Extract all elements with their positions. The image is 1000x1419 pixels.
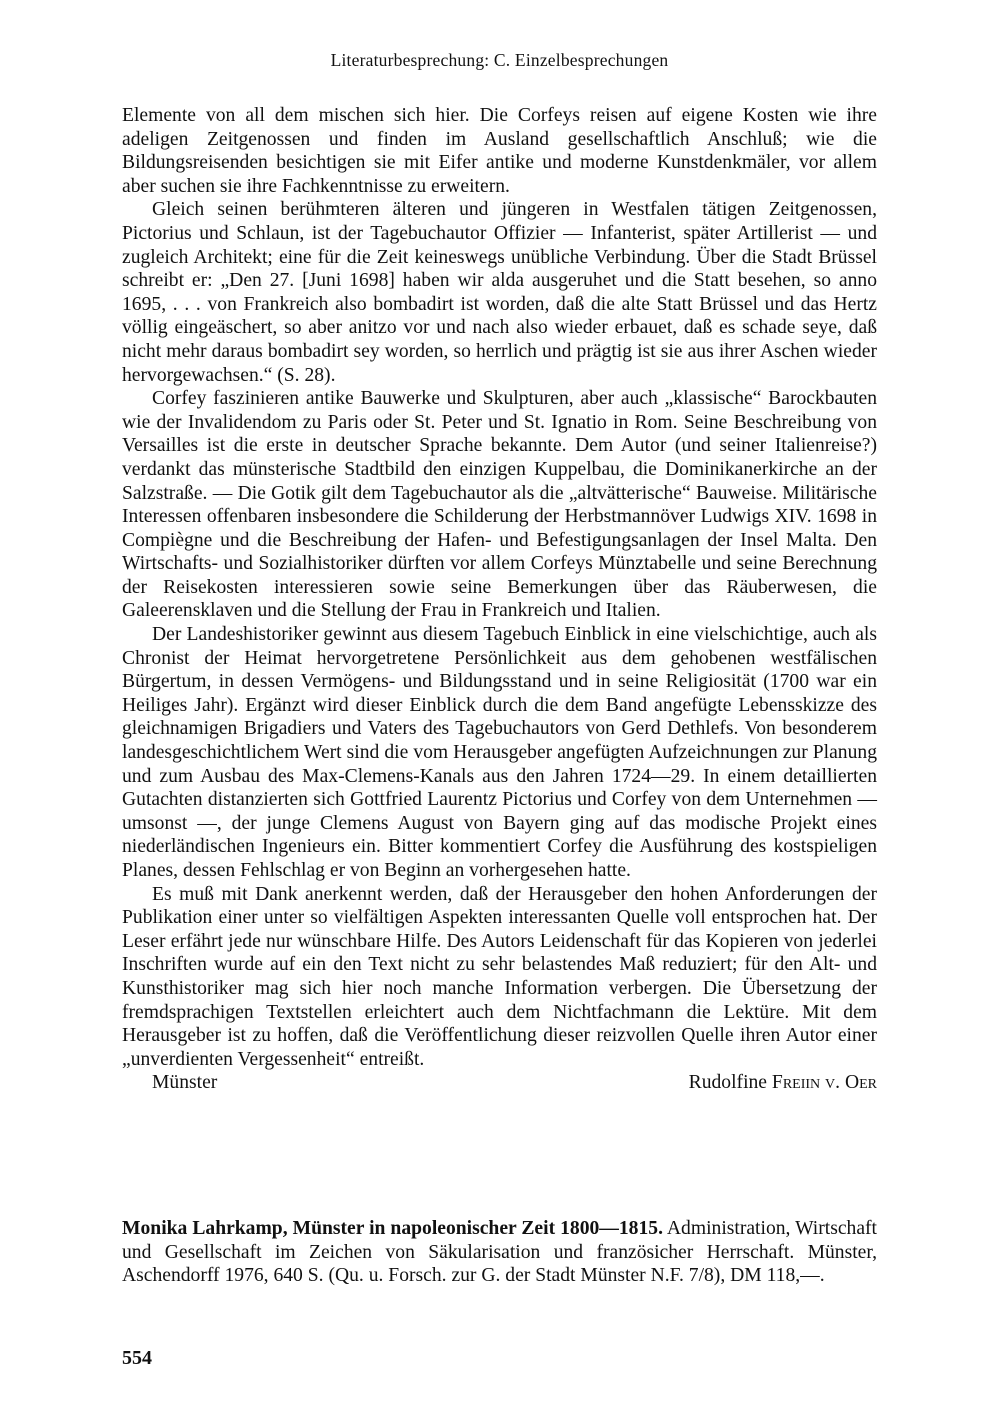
paragraph: Corfey faszinieren antike Bauwerke und Skulpturen, aber auch „klassische“ Barockbauten wie der Invalidendom zu Paris oder St. Peter und St. Ignatio in Rom. Seine Beschreibung von Versailles ist die erste in deutscher Sprache bekannte. Dem Autor (und seiner Italienreise?) verdankt das münsterische Stadtbild den einzigen Kuppelbau, die Dominikanerkirche an der Salzstraße. — Die Gotik gilt dem Tagebuchautor als die „altvätterische“ Bauweise. Militärische Interessen offenbaren insbesondere die Schilderung der Herbstmannöver Ludwigs XIV. 1698 in Compiègne und die Beschreibung der Hafen- und Befestigungsanlagen der Insel Malta. Den Wirtschafts- und Sozialhistoriker dürften vor allem Corfeys Münztabelle und seine Berechnung der Reisekosten interessieren sowie seine Bemerkungen über das Räuberwesen, die Galeerensklaven und die Stellung der Frau in Frankreich und Italien. (122, 388, 877, 622)
signature-author (689, 1071, 877, 1095)
next-review-citation (122, 1217, 877, 1288)
paragraph: Gleich seinen berühmteren älteren und jüngeren in Westfalen tätigen Zeitgenossen, Pictorius und Schlaun, ist der Tagebuchautor Offizier — Infanterist, später Artillerist — und zugleich Architekt; eine für die Zeit keineswegs unübliche Verbindung. Über die Stadt Brüssel schreibt er: „Den 27. [Juni 1698] haben wir alda ausgeruhet und die Statt besehen, so anno 1695, . . . von Frankreich also bombadirt ist worden, daß die alte Statt Brüssel und das Hertz völlig eingeäschert, so aber anitzo vor und nach also wieder erbauet, daß es schade seye, daß nicht mehr daraus bombadirt sey worden, so herrlich und prägtig ist sie aus ihrer Aschen wieder hervorgewachsen.“ (S. 28). (122, 199, 877, 386)
next-review-bold-citation: Monika Lahrkamp, Münster in napoleonischer Zeit 1800—1815. (122, 1218, 663, 1239)
paragraph: Es muß mit Dank anerkennt werden, daß der Herausgeber den hohen Anforderungen der Publikation einer unter so vielfältigen Aspekten interessanten Quelle voll entsprochen hat. Der Leser erfährt jede nur wünschbare Hilfe. Des Autors Leidenschaft für das Kopieren von jederlei Inschriften wurde auf ein den Text nicht zu sehr belastendes Maß reduziert; für den Alt- und Kunsthistoriker mag sich hier noch manche Information verbergen. Die Übersetzung der fremdsprachigen Textstellen erleichtert auch dem Nichtfachmann die Lektüre. Mit dem Herausgeber ist zu hoffen, daß die Veröffentlichung dieser reizvollen Quelle ihren Autor einer „unverdienten Vergessenheit“ entreißt. (122, 883, 877, 1070)
running-head: Literaturbesprechung: C. Einzelbesprechungen (330, 50, 669, 70)
page-number: 554 (122, 1347, 152, 1369)
paragraph: Elemente von all dem mischen sich hier. Die Corfeys reisen auf eigene Kosten wie ihre adeligen Zeitgenossen und finden im Ausland gesellschaftlich Anschluß; wie die Bildungsreisenden besichtigen sie mit Eifer antike und moderne Kunstdenkmäler, vor allem aber suchen sie ihre Fachkenntnisse zu erweitern. (122, 105, 877, 197)
next-review-entry (122, 1217, 877, 1288)
signature-place: Münster (152, 1072, 218, 1094)
review-signature (122, 1071, 877, 1095)
review-body (122, 104, 877, 1095)
next-review-details: Administration, Wirtschaft und Gesellschaft im Zeichen von Säkularisation und französicher Herrschaft. Münster, Aschendorff 1976, 640 S. (Qu. u. Forsch. zur G. der Stadt Münster N.F. 7/8), DM 118,—. (122, 1218, 877, 1287)
author-surname: Freiin v. Oer (771, 1072, 877, 1094)
paragraph: Der Landeshistoriker gewinnt aus diesem Tagebuch Einblick in eine vielschichtige, auch als Chronist der Heimat hervorgetretene Persönlichkeit aus dem gehobenen westfälischen Bürgertum, in dessen Vermögens- und Bildungsstand und in seine Religiosität (1700 war ein Heiliges Jahr). Ergänzt wird dieser Einblick durch die dem Band angefügte Lebensskizze des gleichnamigen Brigadiers und Vaters des Tagebuchautors von Gerd Dethlefs. Von besonderem landesgeschichtlichem Wert sind die vom Herausgeber angefügten Aufzeichnungen zur Planung und zum Ausbau des Max-Clemens-Kanals aus den Jahren 1724—29. In einem detaillierten Gutachten distanzierten sich Gottfried Laurentz Pictorius und Corfey von dem Unternehmen — umsonst —, der junge Clemens August von Bayern ging auf das modische Projekt eines niederländischen Ingenieurs ein. Bitter kommentiert Corfey die Ausführung des kostspieligen Planes, dessen Fehlschlag er von Beginn an vorhergesehen hatte. (122, 624, 877, 881)
document-page (122, 0, 877, 1419)
author-given-name: Rudolfine (688, 1072, 768, 1094)
